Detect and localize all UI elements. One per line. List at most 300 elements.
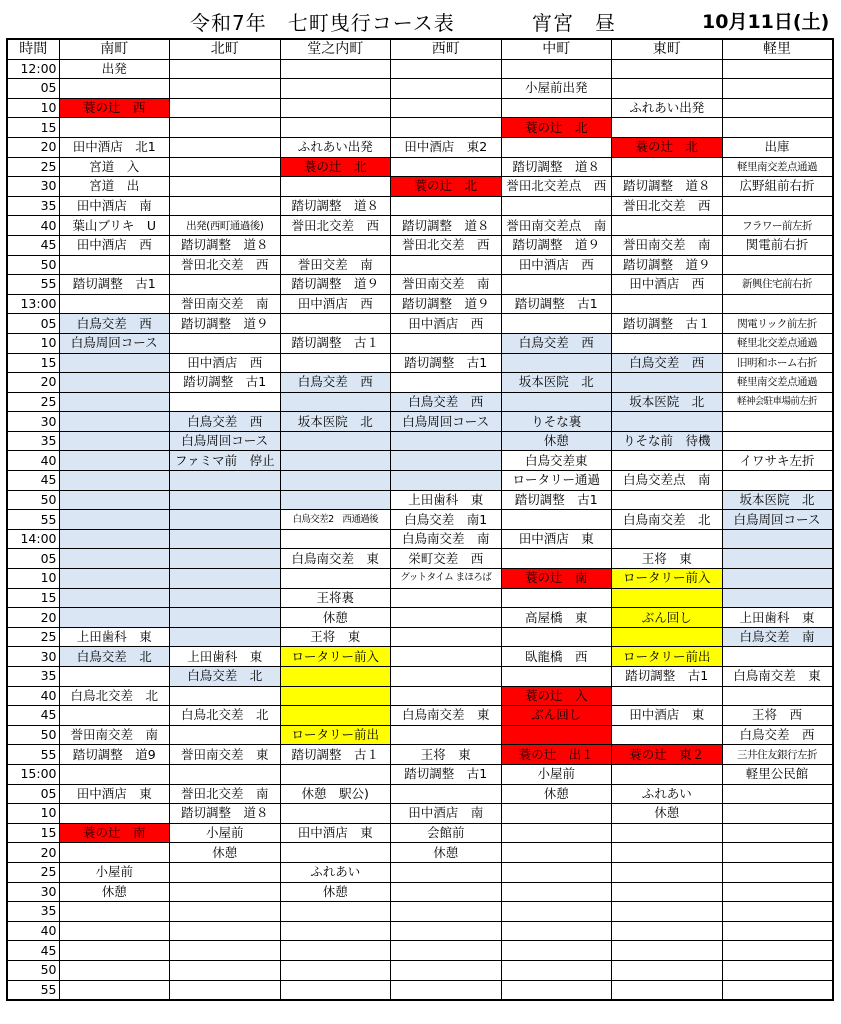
schedule-cell: 踏切調整 古1: [501, 490, 612, 510]
schedule-cell: [391, 862, 502, 882]
schedule-cell: [280, 98, 391, 118]
schedule-cell: 軽里南交差点通過: [722, 373, 833, 393]
schedule-cell: [280, 980, 391, 1000]
table-row: [7, 667, 833, 687]
schedule-cell: [170, 275, 281, 295]
schedule-cell: [170, 59, 281, 79]
schedule-cell: [280, 353, 391, 373]
table-row: [7, 216, 833, 236]
schedule-cell: [391, 921, 502, 941]
schedule-cell: [391, 647, 502, 667]
schedule-cell: 田中酒店 東: [501, 529, 612, 549]
schedule-cell: 王将 東: [280, 627, 391, 647]
table-row: [7, 843, 833, 863]
schedule-cell: [280, 764, 391, 784]
schedule-cell: [391, 667, 502, 687]
schedule-cell: 誉田北交差 西: [612, 196, 723, 216]
schedule-cell: [170, 490, 281, 510]
schedule-cell: 白鳥南交差 東: [391, 706, 502, 726]
title-bar: [0, 0, 841, 38]
schedule-cell: 踏切調整 道８: [501, 157, 612, 177]
schedule-cell: 誉田南交差 東: [170, 745, 281, 765]
schedule-cell: [280, 902, 391, 922]
time-cell: 14:00: [7, 529, 59, 549]
schedule-cell: [170, 549, 281, 569]
schedule-cell: [501, 314, 612, 334]
schedule-cell: 田中酒店 西: [280, 294, 391, 314]
schedule-cell: [59, 79, 170, 99]
schedule-cell: [722, 902, 833, 922]
table-row: [7, 745, 833, 765]
schedule-cell: [59, 451, 170, 471]
schedule-cell: [59, 921, 170, 941]
time-cell: 10: [7, 804, 59, 824]
schedule-cell: 踏切調整 古1: [501, 294, 612, 314]
schedule-cell: [722, 294, 833, 314]
schedule-cell: 誉田南交差 南: [612, 235, 723, 255]
schedule-cell: 休憩: [170, 843, 281, 863]
schedule-cell: [170, 529, 281, 549]
time-cell: 15: [7, 823, 59, 843]
schedule-cell: ロータリー前入: [612, 569, 723, 589]
schedule-cell: 出庫: [722, 137, 833, 157]
table-row: [7, 686, 833, 706]
schedule-cell: 蓑の辻 西: [59, 98, 170, 118]
schedule-cell: 小屋前: [170, 823, 281, 843]
schedule-cell: 白鳥南交差 東: [280, 549, 391, 569]
schedule-cell: [59, 118, 170, 138]
schedule-cell: [280, 490, 391, 510]
time-cell: 40: [7, 451, 59, 471]
schedule-cell: [59, 667, 170, 687]
table-row: [7, 431, 833, 451]
schedule-cell: [280, 118, 391, 138]
schedule-cell: [170, 960, 281, 980]
schedule-cell: 誉田北交差点 西: [501, 177, 612, 197]
schedule-cell: 軽里北交差点通過: [722, 333, 833, 353]
schedule-cell: [612, 529, 723, 549]
schedule-cell: 誉田南交差 南: [59, 725, 170, 745]
schedule-cell: 軽里公民館: [722, 764, 833, 784]
table-row: [7, 412, 833, 432]
schedule-cell: [722, 549, 833, 569]
schedule-cell: [59, 608, 170, 628]
schedule-cell: [612, 960, 723, 980]
schedule-cell: [722, 529, 833, 549]
schedule-cell: りそな前 待機: [612, 431, 723, 451]
table-row: [7, 941, 833, 961]
time-cell: 45: [7, 941, 59, 961]
schedule-cell: 休憩: [501, 784, 612, 804]
schedule-cell: [612, 59, 723, 79]
column-header-town: 南町: [59, 39, 170, 59]
schedule-cell: 出発(西町通過後): [170, 216, 281, 236]
schedule-cell: 上田歯科 東: [722, 608, 833, 628]
schedule-cell: 出発: [59, 59, 170, 79]
time-cell: 10: [7, 569, 59, 589]
table-row: [7, 196, 833, 216]
schedule-cell: [722, 686, 833, 706]
table-row: [7, 980, 833, 1000]
schedule-cell: 白鳥周回コース: [722, 510, 833, 530]
schedule-cell: [59, 569, 170, 589]
schedule-cell: [612, 921, 723, 941]
page-subtitle: 宵宮 昼: [532, 11, 616, 35]
schedule-cell: 誉田南交差 南: [170, 294, 281, 314]
schedule-cell: [59, 706, 170, 726]
page-title: 令和7年 七町曳行コース表: [190, 11, 455, 35]
schedule-cell: 踏切調整 道８: [280, 196, 391, 216]
table-row: [7, 529, 833, 549]
schedule-cell: 踏切調整 古1: [59, 275, 170, 295]
schedule-cell: [59, 471, 170, 491]
column-header-time: 時間: [7, 39, 59, 59]
schedule-cell: [612, 216, 723, 236]
schedule-cell: ロータリー前入: [280, 647, 391, 667]
schedule-cell: りそな裏: [501, 412, 612, 432]
schedule-cell: 休憩: [391, 843, 502, 863]
schedule-cell: [170, 921, 281, 941]
table-row: [7, 294, 833, 314]
table-row: [7, 706, 833, 726]
schedule-cell: [391, 980, 502, 1000]
schedule-cell: イワサキ左折: [722, 451, 833, 471]
time-cell: 25: [7, 862, 59, 882]
schedule-cell: [501, 960, 612, 980]
schedule-cell: 上田歯科 東: [391, 490, 502, 510]
schedule-cell: 白鳥交差2 西通過後: [280, 510, 391, 530]
schedule-cell: 誉田北交差 西: [280, 216, 391, 236]
schedule-cell: 蓑の辻 南: [59, 823, 170, 843]
schedule-cell: [612, 412, 723, 432]
event-date: 10月11日(土): [702, 11, 830, 33]
time-cell: 40: [7, 921, 59, 941]
schedule-cell: [170, 627, 281, 647]
schedule-cell: [722, 412, 833, 432]
schedule-cell: 坂本医院 北: [722, 490, 833, 510]
time-cell: 35: [7, 431, 59, 451]
schedule-cell: [280, 667, 391, 687]
schedule-cell: 白鳥交差 西: [501, 333, 612, 353]
table-row: [7, 510, 833, 530]
table-row: [7, 157, 833, 177]
schedule-cell: 白鳥交差 北: [170, 667, 281, 687]
time-cell: 55: [7, 510, 59, 530]
schedule-cell: 踏切調整 道９: [170, 314, 281, 334]
schedule-cell: 田中酒店 東: [612, 706, 723, 726]
schedule-cell: [612, 980, 723, 1000]
schedule-cell: [501, 196, 612, 216]
schedule-cell: 踏切調整 道８: [170, 235, 281, 255]
schedule-cell: [501, 137, 612, 157]
schedule-cell: ロータリー前出: [612, 647, 723, 667]
schedule-cell: 坂本医院 北: [501, 373, 612, 393]
schedule-cell: [612, 686, 723, 706]
schedule-cell: 踏切調整 道８: [391, 216, 502, 236]
schedule-cell: [722, 941, 833, 961]
schedule-cell: [59, 373, 170, 393]
schedule-cell: 三井住友銀行左折: [722, 745, 833, 765]
schedule-cell: 白鳥交差 西: [280, 373, 391, 393]
schedule-cell: 白鳥北交差 北: [170, 706, 281, 726]
schedule-cell: [170, 137, 281, 157]
column-header-row: [7, 39, 833, 59]
schedule-cell: [501, 98, 612, 118]
schedule-cell: [501, 902, 612, 922]
schedule-cell: 白鳥周回コース: [59, 333, 170, 353]
table-row: [7, 608, 833, 628]
time-cell: 05: [7, 784, 59, 804]
time-cell: 40: [7, 686, 59, 706]
time-cell: 15: [7, 353, 59, 373]
schedule-cell: [170, 471, 281, 491]
schedule-cell: 白鳥周回コース: [391, 412, 502, 432]
table-row: [7, 764, 833, 784]
schedule-cell: [59, 255, 170, 275]
schedule-cell: [722, 862, 833, 882]
table-row: [7, 118, 833, 138]
schedule-cell: ふれあい出発: [612, 98, 723, 118]
schedule-cell: 田中酒店 南: [391, 804, 502, 824]
schedule-cell: [170, 177, 281, 197]
schedule-cell: 田中酒店 西: [391, 314, 502, 334]
schedule-cell: [280, 451, 391, 471]
schedule-cell: [722, 823, 833, 843]
time-cell: 25: [7, 157, 59, 177]
schedule-cell: [280, 529, 391, 549]
schedule-cell: [722, 980, 833, 1000]
schedule-cell: [391, 431, 502, 451]
schedule-cell: [391, 79, 502, 99]
schedule-cell: 白鳥南交差 東: [722, 667, 833, 687]
schedule-cell: ぶん回し: [501, 706, 612, 726]
time-cell: 25: [7, 627, 59, 647]
schedule-cell: 旧明和ホーム右折: [722, 353, 833, 373]
schedule-cell: 上田歯科 東: [170, 647, 281, 667]
schedule-cell: 踏切調整 古１: [280, 333, 391, 353]
schedule-cell: [391, 59, 502, 79]
schedule-cell: [501, 549, 612, 569]
schedule-cell: 踏切調整 古１: [280, 745, 391, 765]
schedule-cell: [170, 157, 281, 177]
table-row: [7, 627, 833, 647]
schedule-cell: 王将 東: [612, 549, 723, 569]
schedule-cell: [501, 667, 612, 687]
table-row: [7, 960, 833, 980]
schedule-cell: 蓑の辻 北: [391, 177, 502, 197]
schedule-cell: [280, 921, 391, 941]
schedule-cell: [170, 862, 281, 882]
schedule-cell: [501, 941, 612, 961]
schedule-cell: [280, 804, 391, 824]
schedule-cell: [722, 843, 833, 863]
table-row: [7, 451, 833, 471]
schedule-cell: 田中酒店 西: [612, 275, 723, 295]
schedule-cell: 踏切調整 道9: [59, 745, 170, 765]
schedule-cell: [59, 392, 170, 412]
schedule-cell: 白鳥交差東: [501, 451, 612, 471]
schedule-cell: [612, 157, 723, 177]
table-row: [7, 314, 833, 334]
schedule-cell: [391, 98, 502, 118]
schedule-cell: ロータリー通過: [501, 471, 612, 491]
schedule-cell: 踏切調整 古1: [391, 353, 502, 373]
schedule-cell: [722, 588, 833, 608]
schedule-cell: 蓑の辻 東２: [612, 745, 723, 765]
schedule-cell: 会館前: [391, 823, 502, 843]
table-row: [7, 921, 833, 941]
schedule-cell: 踏切調整 道９: [280, 275, 391, 295]
schedule-cell: 白鳥交差 西: [612, 353, 723, 373]
schedule-cell: [280, 960, 391, 980]
schedule-cell: [391, 902, 502, 922]
column-header-town: 東町: [612, 39, 723, 59]
schedule-cell: 田中酒店 南: [59, 196, 170, 216]
schedule-cell: [722, 196, 833, 216]
schedule-cell: 栄町交差 西: [391, 549, 502, 569]
schedule-cell: [501, 882, 612, 902]
schedule-cell: [280, 59, 391, 79]
schedule-cell: [59, 764, 170, 784]
schedule-cell: [722, 471, 833, 491]
time-cell: 25: [7, 392, 59, 412]
schedule-cell: [170, 118, 281, 138]
schedule-cell: [612, 725, 723, 745]
schedule-cell: [722, 79, 833, 99]
schedule-cell: [612, 764, 723, 784]
schedule-cell: 田中酒店 西: [170, 353, 281, 373]
table-row: [7, 373, 833, 393]
schedule-cell: [280, 177, 391, 197]
table-row: [7, 275, 833, 295]
schedule-cell: [170, 79, 281, 99]
schedule-cell: [59, 804, 170, 824]
schedule-cell: [612, 451, 723, 471]
schedule-cell: [722, 882, 833, 902]
schedule-cell: 田中酒店 北1: [59, 137, 170, 157]
table-row: [7, 490, 833, 510]
schedule-cell: [59, 510, 170, 530]
schedule-cell: [501, 862, 612, 882]
schedule-body: [7, 59, 833, 1000]
time-cell: 15: [7, 118, 59, 138]
time-cell: 10: [7, 333, 59, 353]
table-row: [7, 392, 833, 412]
schedule-cell: [59, 431, 170, 451]
table-row: [7, 588, 833, 608]
schedule-cell: [612, 862, 723, 882]
schedule-cell: ふれあい: [280, 862, 391, 882]
schedule-cell: 休憩: [501, 431, 612, 451]
time-cell: 15:00: [7, 764, 59, 784]
schedule-cell: [170, 98, 281, 118]
schedule-cell: [612, 627, 723, 647]
schedule-cell: [612, 79, 723, 99]
schedule-cell: 田中酒店 西: [59, 235, 170, 255]
time-cell: 35: [7, 667, 59, 687]
table-row: [7, 862, 833, 882]
time-cell: 35: [7, 902, 59, 922]
schedule-cell: [722, 255, 833, 275]
schedule-cell: [59, 980, 170, 1000]
schedule-cell: [722, 98, 833, 118]
schedule-cell: [391, 608, 502, 628]
column-header-town: 軽里: [722, 39, 833, 59]
schedule-cell: フラワー前左折: [722, 216, 833, 236]
time-cell: 50: [7, 490, 59, 510]
schedule-cell: [722, 59, 833, 79]
time-cell: 55: [7, 745, 59, 765]
schedule-cell: [391, 627, 502, 647]
schedule-cell: 踏切調整 古1: [612, 667, 723, 687]
schedule-cell: ファミマ前 停止: [170, 451, 281, 471]
table-row: [7, 177, 833, 197]
schedule-cell: [612, 902, 723, 922]
time-cell: 30: [7, 647, 59, 667]
time-cell: 45: [7, 235, 59, 255]
schedule-cell: 踏切調整 古１: [612, 314, 723, 334]
schedule-cell: [612, 823, 723, 843]
schedule-cell: [59, 960, 170, 980]
schedule-cell: [280, 706, 391, 726]
schedule-cell: ふれあい: [612, 784, 723, 804]
schedule-cell: 踏切調整 道８: [612, 177, 723, 197]
schedule-cell: 踏切調整 道９: [391, 294, 502, 314]
schedule-cell: 広野組前右折: [722, 177, 833, 197]
schedule-cell: [391, 333, 502, 353]
schedule-cell: ふれあい出発: [280, 137, 391, 157]
schedule-cell: 誉田北交差 西: [391, 235, 502, 255]
schedule-cell: 高屋橋 東: [501, 608, 612, 628]
schedule-cell: 小屋前: [501, 764, 612, 784]
time-cell: 20: [7, 608, 59, 628]
time-cell: 45: [7, 706, 59, 726]
schedule-cell: [501, 843, 612, 863]
schedule-cell: 白鳥北交差 北: [59, 686, 170, 706]
time-cell: 13:00: [7, 294, 59, 314]
schedule-cell: [391, 118, 502, 138]
schedule-cell: [612, 941, 723, 961]
schedule-cell: [170, 608, 281, 628]
time-cell: 55: [7, 275, 59, 295]
column-header-town: 中町: [501, 39, 612, 59]
schedule-cell: 軽里南交差点通過: [722, 157, 833, 177]
schedule-cell: [280, 431, 391, 451]
schedule-cell: 関電前右折: [722, 235, 833, 255]
table-row: [7, 784, 833, 804]
schedule-cell: [391, 784, 502, 804]
time-cell: 10: [7, 98, 59, 118]
column-header-town: 北町: [170, 39, 281, 59]
schedule-cell: [59, 941, 170, 961]
schedule-cell: [391, 588, 502, 608]
schedule-cell: 関電リック前左折: [722, 314, 833, 334]
schedule-cell: [59, 412, 170, 432]
schedule-cell: [280, 79, 391, 99]
schedule-cell: 誉田北交差 南: [170, 784, 281, 804]
schedule-cell: 白鳥南交差 北: [612, 510, 723, 530]
schedule-cell: [501, 725, 612, 745]
schedule-cell: ぶん回し: [612, 608, 723, 628]
schedule-cell: 軽神会駐車場前左折: [722, 392, 833, 412]
schedule-cell: 白鳥交差 北: [59, 647, 170, 667]
time-cell: 40: [7, 216, 59, 236]
schedule-cell: 白鳥交差 南: [722, 627, 833, 647]
schedule-cell: [612, 373, 723, 393]
schedule-cell: ロータリー前出: [280, 725, 391, 745]
schedule-cell: [170, 333, 281, 353]
schedule-cell: [391, 196, 502, 216]
